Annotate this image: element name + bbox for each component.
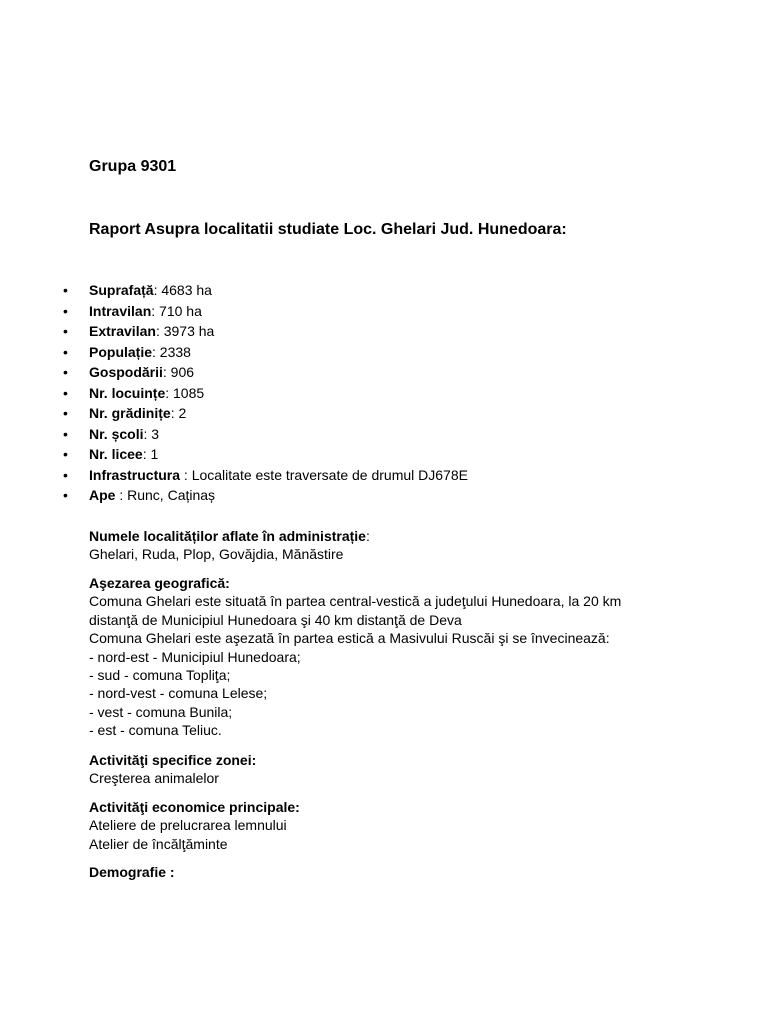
fact-separator: : bbox=[115, 487, 124, 503]
fact-value: 710 ha bbox=[155, 302, 202, 319]
bullet-icon: • bbox=[63, 487, 68, 503]
section-heading: Demografie : bbox=[89, 864, 175, 880]
section-lines bbox=[89, 545, 370, 563]
fact-label: Infrastructura bbox=[89, 466, 181, 483]
section-heading: Aşezarea geografică: bbox=[89, 575, 230, 591]
bullet-icon: • bbox=[63, 466, 68, 483]
section-heading: Activităţi economice principale: bbox=[89, 799, 300, 815]
fact-label: Suprafață bbox=[89, 282, 154, 298]
fact-label: Nr. școli bbox=[89, 425, 144, 442]
bullet-icon: • bbox=[63, 343, 68, 360]
fact-value: 3 bbox=[147, 425, 160, 442]
section-geography bbox=[89, 574, 621, 740]
section-lines bbox=[89, 592, 621, 739]
fact-separator: : bbox=[152, 343, 156, 360]
section-heading bbox=[89, 527, 370, 545]
section-line: Ghelari, Ruda, Plop, Govăjdia, Mănăstire bbox=[89, 546, 344, 563]
fact-separator: : bbox=[180, 466, 188, 483]
section-line: - vest - comuna Bunila; bbox=[89, 703, 233, 720]
fact-label: Nr. locuințe bbox=[89, 384, 166, 401]
bullet-icon: • bbox=[63, 364, 68, 380]
fact-separator: : bbox=[170, 405, 175, 421]
fact-label: Extravilan bbox=[89, 323, 156, 339]
report-title: Raport Asupra localitatii studiate Loc. Ghelari Jud. Hunedoara: bbox=[89, 221, 567, 238]
bullet-icon: • bbox=[63, 425, 68, 442]
fact-item bbox=[0, 444, 468, 465]
fact-separator: : bbox=[165, 384, 170, 401]
fact-label: Gospodării bbox=[89, 364, 163, 380]
section-lines bbox=[89, 816, 300, 853]
section-line: - nord-vest - comuna Lelese; bbox=[89, 685, 268, 702]
fact-label: Intravilan bbox=[89, 302, 152, 319]
fact-value: 4683 ha bbox=[157, 282, 212, 298]
section-line: Creşterea animalelor bbox=[89, 770, 219, 787]
section-line: - sud - comuna Topliţa; bbox=[89, 667, 231, 684]
fact-value: 906 bbox=[166, 364, 195, 380]
fact-item bbox=[0, 403, 468, 424]
section-line: Comuna Ghelari este aşezată în partea estică a Masivului Ruscăi şi se învecinează: bbox=[89, 630, 610, 647]
section-heading-suffix: : bbox=[365, 528, 370, 544]
section-line: Comuna Ghelari este situată în partea central-vestică a judeţului Hunedoara, la 20 km bbox=[89, 593, 622, 610]
fact-item bbox=[0, 465, 468, 486]
fact-separator: : bbox=[153, 282, 158, 298]
fact-label: Nr. licee bbox=[89, 446, 143, 462]
section-heading: Activităţi specifice zonei: bbox=[89, 752, 257, 768]
fact-separator: : bbox=[142, 446, 147, 462]
bullet-icon: • bbox=[63, 323, 68, 339]
facts-list bbox=[0, 280, 468, 506]
fact-separator: : bbox=[155, 323, 160, 339]
section-heading-text: Numele localităților aflate în administrație bbox=[89, 528, 366, 544]
fact-separator: : bbox=[151, 302, 156, 319]
bullet-icon: • bbox=[63, 384, 68, 401]
section-line: - nord-est - Municipiul Hunedoara; bbox=[89, 648, 301, 665]
bullet-icon: • bbox=[63, 405, 68, 421]
fact-label: Ape bbox=[89, 487, 116, 503]
section-line: - est - comuna Teliuc. bbox=[89, 722, 222, 739]
section-specific-activities bbox=[89, 751, 256, 788]
fact-item bbox=[0, 424, 468, 445]
fact-value: 3973 ha bbox=[159, 323, 215, 339]
fact-value: 1085 bbox=[169, 384, 205, 401]
fact-label: Nr. grădinițe bbox=[89, 405, 171, 421]
group-title: Grupa 9301 bbox=[89, 158, 177, 175]
fact-item bbox=[0, 301, 468, 322]
bullet-icon: • bbox=[63, 282, 68, 298]
fact-label: Populație bbox=[89, 343, 153, 360]
fact-separator: : bbox=[143, 425, 148, 442]
fact-item bbox=[0, 485, 468, 506]
fact-item bbox=[0, 362, 468, 383]
section-demography bbox=[89, 863, 175, 881]
bullet-icon: • bbox=[63, 446, 68, 462]
section-line: Atelier de încălţăminte bbox=[89, 835, 228, 852]
fact-value: Localitate este traversate de drumul DJ678E bbox=[187, 466, 468, 483]
fact-item bbox=[0, 321, 468, 342]
section-line: distanţă de Municipiul Hunedoara şi 40 km distanţă de Deva bbox=[89, 611, 462, 628]
fact-separator: : bbox=[162, 364, 167, 380]
fact-value: 1 bbox=[146, 446, 159, 462]
fact-value: 2338 bbox=[155, 343, 191, 360]
section-economic-activities bbox=[89, 798, 300, 853]
section-line: Ateliere de prelucrarea lemnului bbox=[89, 817, 287, 834]
fact-value: Runc, Caținaș bbox=[123, 487, 216, 503]
section-lines bbox=[89, 769, 256, 787]
section-administration bbox=[89, 527, 370, 564]
fact-item bbox=[0, 280, 468, 301]
bullet-icon: • bbox=[63, 302, 68, 319]
fact-item bbox=[0, 383, 468, 404]
fact-item bbox=[0, 342, 468, 363]
fact-value: 2 bbox=[174, 405, 187, 421]
